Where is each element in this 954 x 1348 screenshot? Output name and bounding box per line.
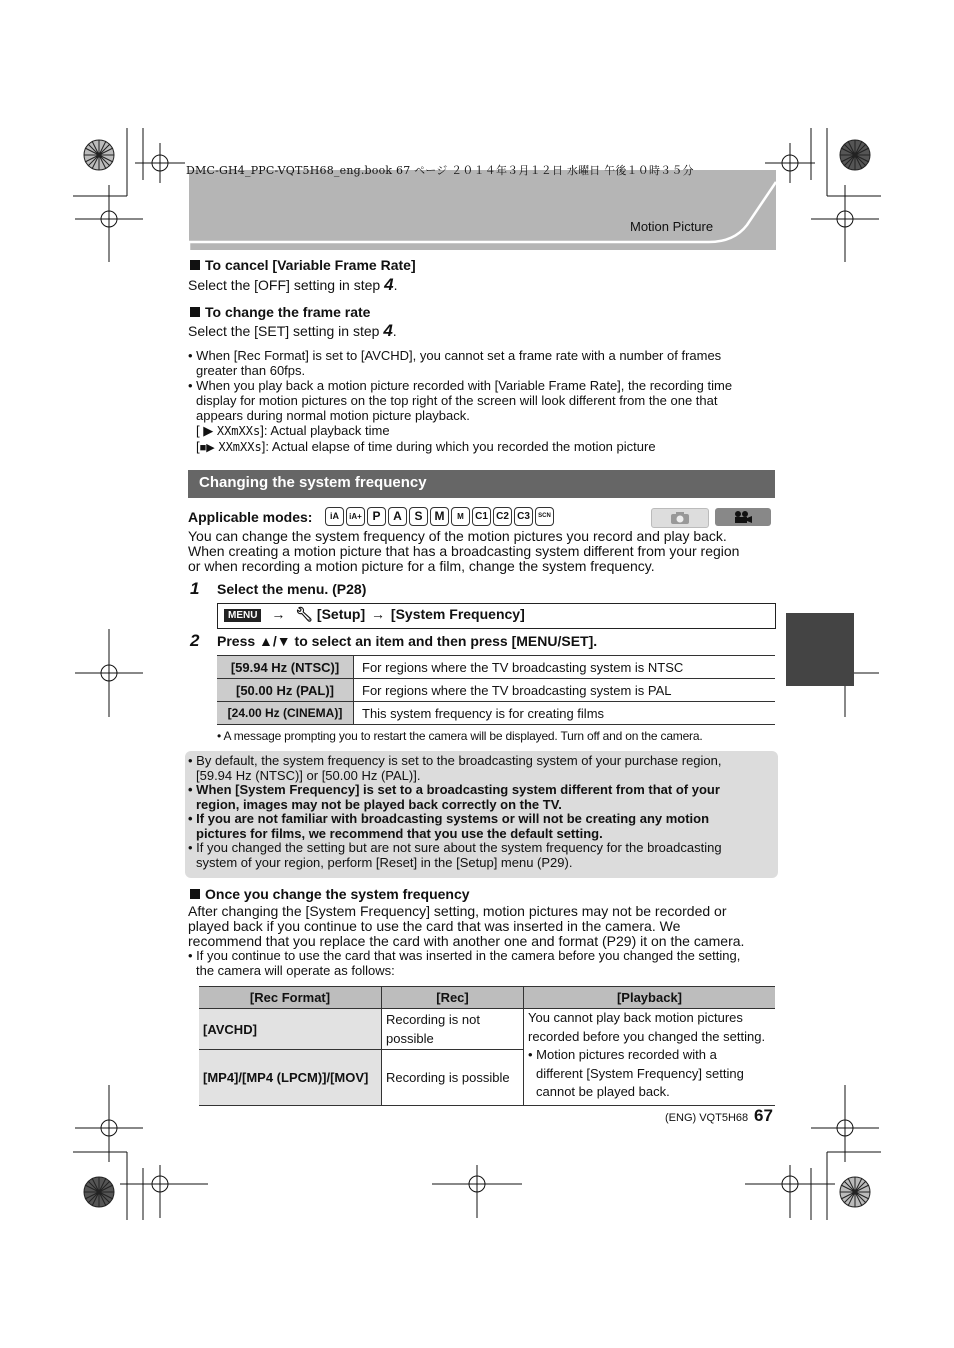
step-2: 2 Press ▲/▼ to select an item and then press [MENU/SET]. xyxy=(190,631,598,650)
step-1: 1 Select the menu. (P28) xyxy=(190,579,367,598)
mode-p-icon: P xyxy=(367,507,386,526)
change-rate-text: Select the [SET] setting in step 4. xyxy=(188,321,397,340)
photo-mode-badge xyxy=(651,508,709,528)
restart-note: • A message prompting you to restart the camera will be displayed. Turn off and on the camera. xyxy=(217,729,703,743)
note-item: • When [Rec Format] is set to [AVCHD], you cannot set a frame rate with a number of frames greater than 60fps. xyxy=(188,348,722,378)
cancel-vfr-heading: To cancel [Variable Frame Rate] xyxy=(190,257,416,273)
mode-c1-icon: C1 xyxy=(472,507,491,526)
section-tab: Motion Picture xyxy=(630,219,714,234)
time-row-elapsed: [■▶ XXmXXs]: Actual elapse of time during which you recorded the motion picture xyxy=(196,439,656,454)
option-cell: [24.00 Hz (CINEMA)] xyxy=(217,702,354,725)
gray-note-item: • If you changed the setting but are not sure about the system frequency for the broadcasting system of your region, perform [Reset] in the [Setup] menu (P29). xyxy=(188,840,722,870)
print-header: DMC-GH4_PPC-VQT5H68_eng.book 67 ページ ２０１４年３月１２日 水曜日 午後１０時３５分 xyxy=(186,164,694,177)
column-header: [Rec Format] xyxy=(249,990,331,1005)
format-cell: [MP4]/[MP4 (LPCM)]/[MOV] xyxy=(199,1050,382,1106)
option-cell: [50.00 Hz (PAL)] xyxy=(217,679,354,702)
mode-scene-icon: SCN xyxy=(535,507,554,526)
mode-c3-icon: C3 xyxy=(514,507,533,526)
play-icon: ▶ xyxy=(203,423,214,438)
compat-table xyxy=(199,986,775,1106)
movie-camera-icon xyxy=(733,510,753,524)
rec-cell: Recording is possible xyxy=(382,1050,524,1106)
once-change-bullet: • If you continue to use the card that was inserted in the camera before you changed the setting, the camera will operate as follows: xyxy=(188,948,741,978)
mode-ia-icon: iA xyxy=(325,507,344,526)
desc-cell: For regions where the TV broadcasting system is PAL xyxy=(354,679,776,702)
applicable-modes-label: Applicable modes: xyxy=(188,509,313,525)
option-cell: [59.94 Hz (NTSC)] xyxy=(217,656,354,679)
menu-button-icon: MENU xyxy=(224,609,261,622)
once-change-heading: Once you change the system frequency xyxy=(190,886,470,902)
format-cell: [AVCHD] xyxy=(199,1009,382,1050)
wrench-icon: 🔧︎ xyxy=(295,606,314,622)
camera-icon xyxy=(670,511,690,525)
header-band xyxy=(189,170,777,250)
once-change-paragraph: After changing the [System Frequency] setting, motion pictures may not be recorded or played back if you continue to use the card that was inserted in the camera. We recommend that you replace the card with another one and format (P29) it on the camera. xyxy=(188,903,745,949)
mode-ia-plus-icon: iA+ xyxy=(346,507,365,526)
page-number: 67 xyxy=(754,1106,773,1125)
mode-c2-icon: C2 xyxy=(493,507,512,526)
time-row-playback: [ ▶ XXmXXs]: Actual playback time xyxy=(196,423,390,438)
table-row xyxy=(217,702,775,725)
frequency-options-table xyxy=(217,655,775,725)
table-row xyxy=(217,679,775,702)
gray-note-item: • When [System Frequency] is set to a broadcasting system different from that of your region, images may not be played back correctly on the TV. xyxy=(188,782,720,812)
gray-note-item: • By default, the system frequency is set to the broadcasting system of your purchase region, [59.94 Hz (NTSC)] or [50.00 Hz (PAL)]. xyxy=(188,753,722,783)
mode-creative-video-icon: M xyxy=(451,507,470,526)
movie-camera-icon: ■▶ xyxy=(199,442,215,454)
rec-cell: Recording is not possible xyxy=(382,1009,524,1050)
table-row xyxy=(217,656,775,679)
note-item: • When you play back a motion picture recorded with [Variable Frame Rate], the recording time display for motion pictures on the top right of the screen will look different from the one that appears during normal motion picture playback. xyxy=(188,378,733,423)
column-header: [Rec] xyxy=(382,987,524,1009)
chapter-side-tab xyxy=(786,613,854,686)
playback-cell: You cannot play back motion pictures recorded before you changed the setting. • Motion pictures recorded with a different [System Frequency] setting cannot be played back. xyxy=(524,1009,776,1106)
notes-list xyxy=(188,348,732,456)
mode-m-icon: M xyxy=(430,507,449,526)
gray-notes xyxy=(188,754,722,870)
mode-icons xyxy=(325,507,556,526)
gray-note-item: • If you are not familiar with broadcasting systems or will not be creating any motion pictures for films, we recommend that you use the default setting. xyxy=(188,811,710,841)
column-header: [Playback] xyxy=(524,987,776,1009)
table-row xyxy=(199,1009,775,1050)
mode-a-icon: A xyxy=(388,507,407,526)
change-rate-heading: To change the frame rate xyxy=(190,304,370,320)
section-title: Changing the system frequency xyxy=(199,474,427,491)
cancel-vfr-text: Select the [OFF] setting in step 4. xyxy=(188,275,398,294)
desc-cell: For regions where the TV broadcasting system is NTSC xyxy=(354,656,776,679)
menu-path: MENU → 🔧︎ [Setup] → [System Frequency] xyxy=(224,606,525,623)
intro-paragraph: You can change the system frequency of the motion pictures you record and play back. When creating a motion picture that has a broadcasting system different from your region or when recording a motion picture for a film, change the system frequency. xyxy=(188,528,740,574)
desc-cell: This system frequency is for creating films xyxy=(354,702,776,725)
video-mode-badge xyxy=(715,508,771,526)
footer-code: (ENG) VQT5H68 xyxy=(665,1112,749,1124)
mode-s-icon: S xyxy=(409,507,428,526)
table-header-row xyxy=(199,987,775,1009)
